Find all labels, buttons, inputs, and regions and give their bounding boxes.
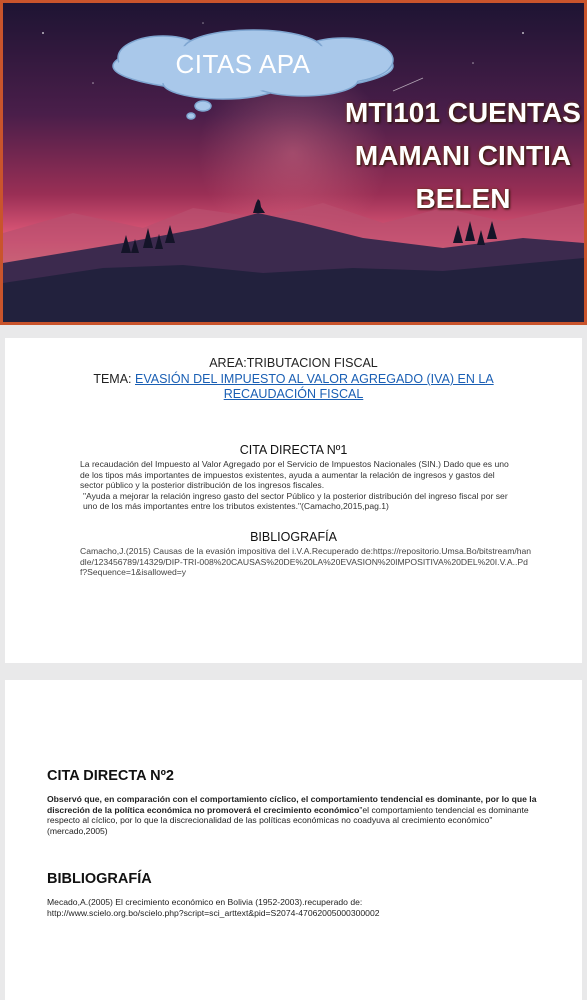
tema-label: TEMA: xyxy=(93,372,135,386)
cita-quote: "Ayuda a mejorar la relación ingreso gasto del sector Público y la posterior distribución del ingreso fiscal por ser uno de los más importantes entre los tributos existentes."(Camacho,2015,pag.1) xyxy=(83,490,508,512)
tema-line xyxy=(75,372,512,402)
bibliografia-2-heading: BIBLIOGRAFÍA xyxy=(47,871,152,887)
bib-2-line-1: Mecado,A.(2005) El crecimiento económico en Bolivia (1952-2003).recuperado de: xyxy=(47,897,363,907)
bibliografia-1-heading: BIBLIOGRAFÍA xyxy=(250,530,337,544)
cita-2-bold: Observó que, en comparación con el comportamiento cíclico, el comportamiento tendencial es dominante, por lo que la discreción de la política económica no promoverá el crecimiento económico xyxy=(47,794,537,815)
cover-slide xyxy=(0,0,587,325)
cover-title-line-1: MTI101 CUENTAS xyxy=(345,97,581,128)
cita-2-rest: "el comportamiento tendencial es dominante respecto al cíclico, por lo que la discrecionalidad de las políticas económicas no coadyuva al crecimiento económico"(mercado,2005) xyxy=(47,804,529,836)
cita-directa-2-heading: CITA DIRECTA Nº2 xyxy=(47,768,174,784)
cover-title-line-2: MAMANI CINTIA xyxy=(354,140,572,171)
area-label: AREA:TRIBUTACION FISCAL xyxy=(209,356,378,370)
tema-link[interactable]: EVASIÓN DEL IMPUESTO AL VALOR AGREGADO (IVA) EN LA RECAUDACIÓN FISCAL xyxy=(135,372,494,401)
cover-title-line-3: BELEN xyxy=(415,183,511,214)
cover-title xyxy=(328,91,587,220)
cloud-label: CITAS APA xyxy=(175,49,311,79)
cita-directa-1-text xyxy=(80,459,520,512)
citation-slide-1 xyxy=(5,338,582,663)
bib-2-url[interactable]: http://www.scielo.org.bo/scielo.php?script=sci_arttext&pid=S2074-47062005000300002 xyxy=(47,907,380,918)
bibliografia-2-text xyxy=(47,897,547,918)
bibliografia-1-text: Camacho,J.(2015) Causas de la evasión impositiva del i.V.A.Recuperado de:https://repositorio.Umsa.Bo/bitstream/handle/123456789/14329/DIP-TRI-008%20CAUSAS%20DE%20LA%20EVASION%20IMPOSITIVA%20DEL%20I.V.A..Pdf?Sequence=1&isallowed=y xyxy=(80,546,532,578)
cita-directa-1-heading: CITA DIRECTA Nº1 xyxy=(239,443,348,457)
citation-slide-2 xyxy=(5,680,582,1000)
cita-paragraph: La recaudación del Impuesto al Valor Agregado por el Servicio de Impuestos Nacionales (SIN.) Dado que es uno de los tipos más importantes de impuestos existentes, ayuda a aumentar la relación de ingresos y gastos del sector público y la posterior distribución de los ingresos fiscales. xyxy=(80,459,509,491)
cita-directa-2-text xyxy=(47,794,547,836)
